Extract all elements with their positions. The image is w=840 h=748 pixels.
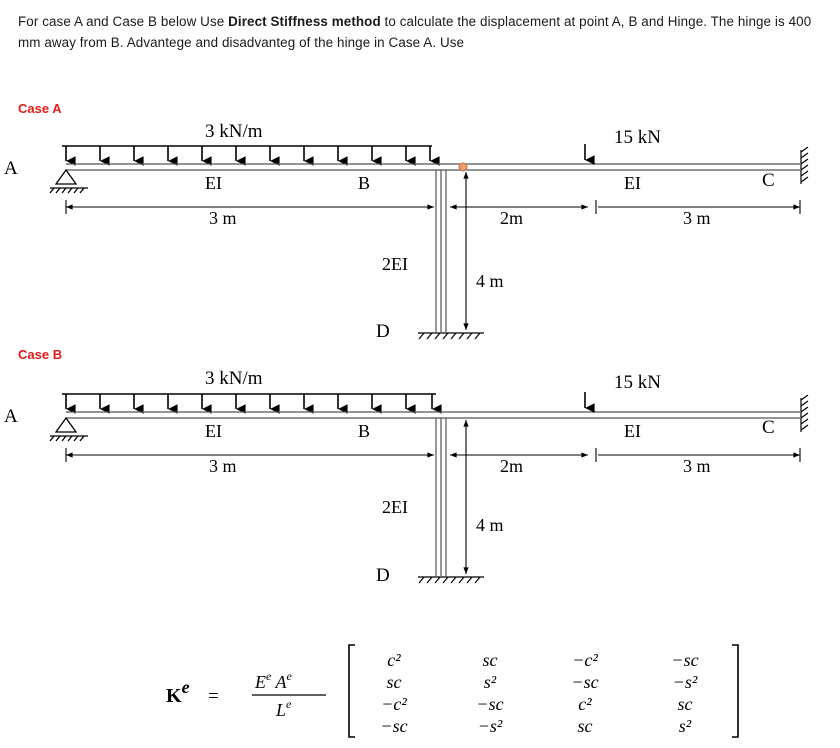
matrix-cell: −sc: [671, 650, 699, 670]
case-a-point-load-label: 15 kN: [614, 127, 661, 148]
matrix-cell: −s²: [672, 672, 698, 692]
case-a-node-c: C: [762, 170, 775, 191]
case-b-ei-column: 2EI: [382, 497, 408, 517]
case-a-ei-column: 2EI: [382, 254, 408, 274]
intro-text-1: For case A and Case B below Use: [18, 14, 229, 29]
matrix-cell: −sc: [476, 694, 504, 714]
matrix-entries: [380, 650, 698, 736]
case-b-diagram: [4, 368, 808, 586]
case-a-dim-mid: 2m: [500, 208, 524, 228]
matrix-cell: −sc: [571, 672, 599, 692]
matrix-equals-sign: =: [208, 686, 219, 707]
case-a-dimension-lines: [66, 172, 800, 330]
case-a-udl-arrows: [62, 146, 432, 161]
matrix-cell: sc: [577, 716, 593, 736]
case-b-node-c: C: [762, 417, 775, 438]
case-a-dim-column: 4 m: [476, 271, 504, 291]
case-b-ei-left: EI: [205, 421, 222, 441]
case-b-pin-support-icon: [50, 418, 88, 441]
stiffness-matrix-equation: [166, 645, 738, 737]
case-b-fixed-support-icon: [801, 395, 808, 432]
matrix-cell: −c²: [381, 694, 407, 714]
case-b-dim-right: 3 m: [683, 456, 711, 476]
matrix-cell: sc: [677, 694, 693, 714]
matrix-cell: −s²: [477, 716, 503, 736]
case-b-column-base-icon: [418, 577, 484, 583]
case-b-node-a: A: [4, 406, 18, 427]
case-a-dim-left: 3 m: [209, 208, 237, 228]
matrix-cell: s²: [483, 672, 497, 692]
case-b-title: Case B: [18, 347, 63, 362]
case-b-dim-left: 3 m: [209, 456, 237, 476]
case-b-column: [436, 418, 446, 576]
case-a-udl-label: 3 kN/m: [205, 121, 263, 142]
case-a-column-base-icon: [418, 333, 484, 339]
case-b-dim-mid: 2m: [500, 456, 524, 476]
case-a-beam: [66, 164, 800, 170]
matrix-cell: c²: [578, 694, 592, 714]
case-a-dim-right: 3 m: [683, 208, 711, 228]
case-b-node-b: B: [358, 421, 371, 441]
case-a-hinge-icon: [459, 163, 467, 171]
matrix-fraction-denominator: Le: [276, 697, 292, 720]
case-b-udl-label: 3 kN/m: [205, 368, 263, 389]
matrix-lhs-k: Ke: [166, 677, 190, 707]
case-a-node-a: A: [4, 158, 18, 179]
matrix-cell: −sc: [380, 716, 408, 736]
case-a-diagram: [4, 121, 808, 342]
matrix-right-bracket: [732, 645, 738, 737]
matrix-cell: sc: [386, 672, 402, 692]
case-a-column: [436, 170, 446, 332]
case-b-point-load-label: 15 kN: [614, 372, 661, 393]
case-a-fixed-support-icon: [801, 147, 808, 184]
case-b-dim-column: 4 m: [476, 515, 504, 535]
case-b-udl-arrows: [62, 394, 436, 409]
matrix-fraction-numerator: $E^e$ $A^e$: [255, 669, 292, 692]
intro-bold-method: Direct Stiffness method: [228, 14, 381, 29]
case-b-dimension-lines: [66, 420, 800, 574]
case-a-ei-right: EI: [624, 173, 641, 193]
case-b-beam: [66, 412, 800, 418]
matrix-cell: sc: [482, 650, 498, 670]
case-a-ei-left: EI: [205, 173, 222, 193]
case-b-node-d: D: [376, 565, 390, 586]
matrix-cell: s²: [678, 716, 692, 736]
case-a-pin-support-icon: [50, 170, 88, 193]
matrix-left-bracket: [349, 645, 355, 737]
case-a-title: Case A: [18, 101, 62, 116]
case-b-ei-right: EI: [624, 421, 641, 441]
matrix-cell: c²: [387, 650, 401, 670]
intro-text-2: to calculate the displacement at point A, B and Hinge. The hinge is 400 mm away from B. Advantege and disadvanteg of the hinge in Case A. Use: [18, 14, 812, 50]
case-a-node-d: D: [376, 321, 390, 342]
matrix-cell: −c²: [572, 650, 598, 670]
case-a-node-b: B: [358, 173, 371, 193]
